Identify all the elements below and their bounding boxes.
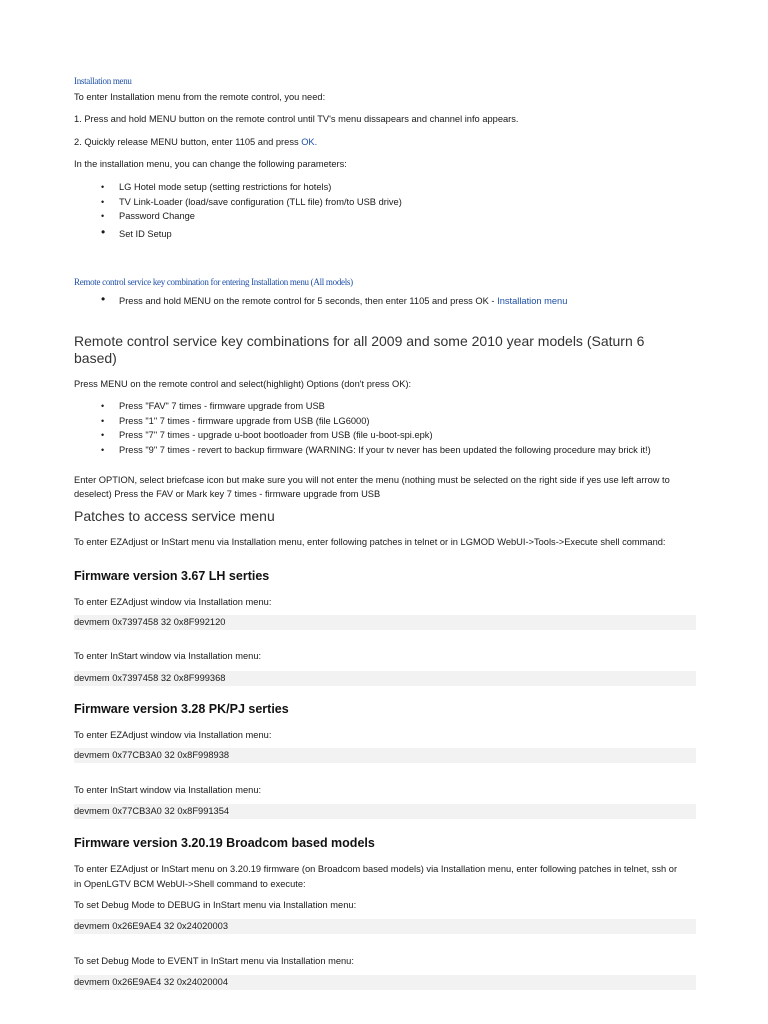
step-1: 1. Press and hold MENU button on the remote control until TV's menu dissapears and channel info appears. (74, 114, 519, 124)
list-item: • Set ID Setup (74, 227, 402, 242)
fw32019-intro: To enter EZAdjust or InStart menu on 3.20.19 firmware (on Broadcom based models) via Installation menu, enter following patches in telnet, ssh or in OpenLGTV BCM WebUI->Shell command to execute: (74, 864, 678, 889)
list-item: • LG Hotel mode setup (setting restrictions for hotels) (74, 180, 402, 195)
list-item: • Press "7" 7 times - upgrade u-boot bootloader from USB (file u-boot-spi.epk) (74, 428, 684, 443)
list-item: • Press and hold MENU on the remote control for 5 seconds, then enter 1105 and press OK - Installation menu (74, 294, 567, 309)
event-code: devmem 0x26E9AE4 32 0x24020004 (74, 975, 696, 990)
list-item: • Press "9" 7 times - revert to backup firmware (WARNING: If your tv never has been updated the following procedure may brick it!) (74, 443, 684, 458)
step-2: 2. Quickly release MENU button, enter 1105 and press OK. (74, 137, 318, 147)
remote-combo-title-link[interactable]: Remote control service key combination for entering Installation menu (All models) (74, 277, 353, 287)
fw328-ez-code: devmem 0x77CB3A0 32 0x8F998938 (74, 748, 696, 763)
option-note: Enter OPTION, select briefcase icon but make sure you will not enter the menu (nothing must be selected on the right side if yes use left arrow to deselect) Press the FAV or Mark key 7 times - firmware upgrade from USB (74, 475, 670, 499)
list-item: • Press "1" 7 times - firmware upgrade from USB (file LG6000) (74, 414, 684, 429)
list-item: • Press "FAV" 7 times - firmware upgrade from USB (74, 399, 684, 414)
ok-link[interactable]: OK. (301, 137, 318, 147)
params-list (74, 180, 402, 241)
saturn-heading: Remote control service key combinations for all 2009 and some 2010 year models (Saturn 6 based) (74, 333, 645, 366)
fw328-ez-label: To enter EZAdjust window via Installation menu: (74, 730, 272, 740)
remote-combo-list (74, 294, 567, 309)
fw328-in-label: To enter InStart window via Installation menu: (74, 785, 262, 795)
list-item: • TV Link-Loader (load/save configuration (TLL file) from/to USB drive) (74, 195, 402, 210)
patches-intro: To enter EZAdjust or InStart menu via Installation menu, enter following patches in telnet or in LGMOD WebUI->Tools->Execute shell command: (74, 537, 666, 547)
debug-code: devmem 0x26E9AE4 32 0x24020003 (74, 919, 696, 934)
saturn-list (74, 399, 684, 457)
installation-menu-inline-link[interactable]: Installation menu (497, 296, 568, 306)
fw367-ez-label: To enter EZAdjust window via Installation menu: (74, 597, 272, 607)
fw367-heading: Firmware version 3.67 LH serties (74, 569, 270, 583)
fw367-in-label: To enter InStart window via Installation menu: (74, 651, 262, 661)
fw32019-heading: Firmware version 3.20.19 Broadcom based models (74, 836, 375, 850)
params-intro: In the installation menu, you can change the following parameters: (74, 159, 347, 169)
installation-menu-link[interactable]: Installation menu (74, 76, 132, 86)
fw367-ez-code: devmem 0x7397458 32 0x8F992120 (74, 615, 696, 630)
event-label: To set Debug Mode to EVENT in InStart menu via Installation menu: (74, 956, 354, 966)
debug-label: To set Debug Mode to DEBUG in InStart menu via Installation menu: (74, 900, 357, 910)
fw328-heading: Firmware version 3.28 PK/PJ serties (74, 702, 289, 716)
patches-heading: Patches to access service menu (74, 508, 275, 524)
fw328-in-code: devmem 0x77CB3A0 32 0x8F991354 (74, 804, 696, 819)
intro-text: To enter Installation menu from the remote control, you need: (74, 92, 326, 102)
list-item: • Password Change (74, 209, 402, 224)
fw367-in-code: devmem 0x7397458 32 0x8F999368 (74, 671, 696, 686)
saturn-intro: Press MENU on the remote control and select(highlight) Options (don't press OK): (74, 379, 412, 389)
